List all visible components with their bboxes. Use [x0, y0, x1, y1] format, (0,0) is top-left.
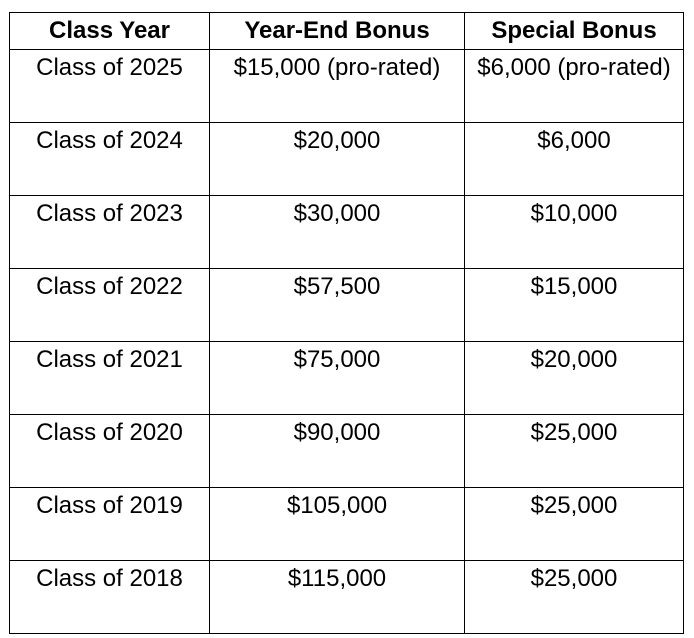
special-bonus-cell: $20,000: [465, 342, 684, 415]
special-bonus-cell: $6,000: [465, 123, 684, 196]
table-row: [10, 342, 684, 415]
table-row: [10, 50, 684, 123]
year-end-bonus-cell: $115,000: [210, 561, 465, 634]
year-end-bonus-cell: $30,000: [210, 196, 465, 269]
table-row: [10, 415, 684, 488]
year-end-bonus-cell: $90,000: [210, 415, 465, 488]
class-year-cell: Class of 2018: [10, 561, 210, 634]
special-bonus-cell: $25,000: [465, 561, 684, 634]
bonus-table: [9, 12, 684, 634]
year-end-bonus-cell: $105,000: [210, 488, 465, 561]
header-class-year: Class Year: [10, 13, 210, 50]
year-end-bonus-cell: $20,000: [210, 123, 465, 196]
special-bonus-cell: $6,000 (pro-rated): [465, 50, 684, 123]
class-year-cell: Class of 2023: [10, 196, 210, 269]
table-row: [10, 123, 684, 196]
class-year-cell: Class of 2020: [10, 415, 210, 488]
header-year-end-bonus: Year-End Bonus: [210, 13, 465, 50]
class-year-cell: Class of 2019: [10, 488, 210, 561]
table-row: [10, 269, 684, 342]
table-row: [10, 561, 684, 634]
year-end-bonus-cell: $15,000 (pro-rated): [210, 50, 465, 123]
table-header-row: [10, 13, 684, 50]
class-year-cell: Class of 2021: [10, 342, 210, 415]
special-bonus-cell: $15,000: [465, 269, 684, 342]
class-year-cell: Class of 2025: [10, 50, 210, 123]
class-year-cell: Class of 2022: [10, 269, 210, 342]
special-bonus-cell: $25,000: [465, 415, 684, 488]
table-row: [10, 196, 684, 269]
table-row: [10, 488, 684, 561]
year-end-bonus-cell: $57,500: [210, 269, 465, 342]
special-bonus-cell: $10,000: [465, 196, 684, 269]
header-special-bonus: Special Bonus: [465, 13, 684, 50]
class-year-cell: Class of 2024: [10, 123, 210, 196]
special-bonus-cell: $25,000: [465, 488, 684, 561]
bonus-table-container: [9, 12, 684, 634]
year-end-bonus-cell: $75,000: [210, 342, 465, 415]
